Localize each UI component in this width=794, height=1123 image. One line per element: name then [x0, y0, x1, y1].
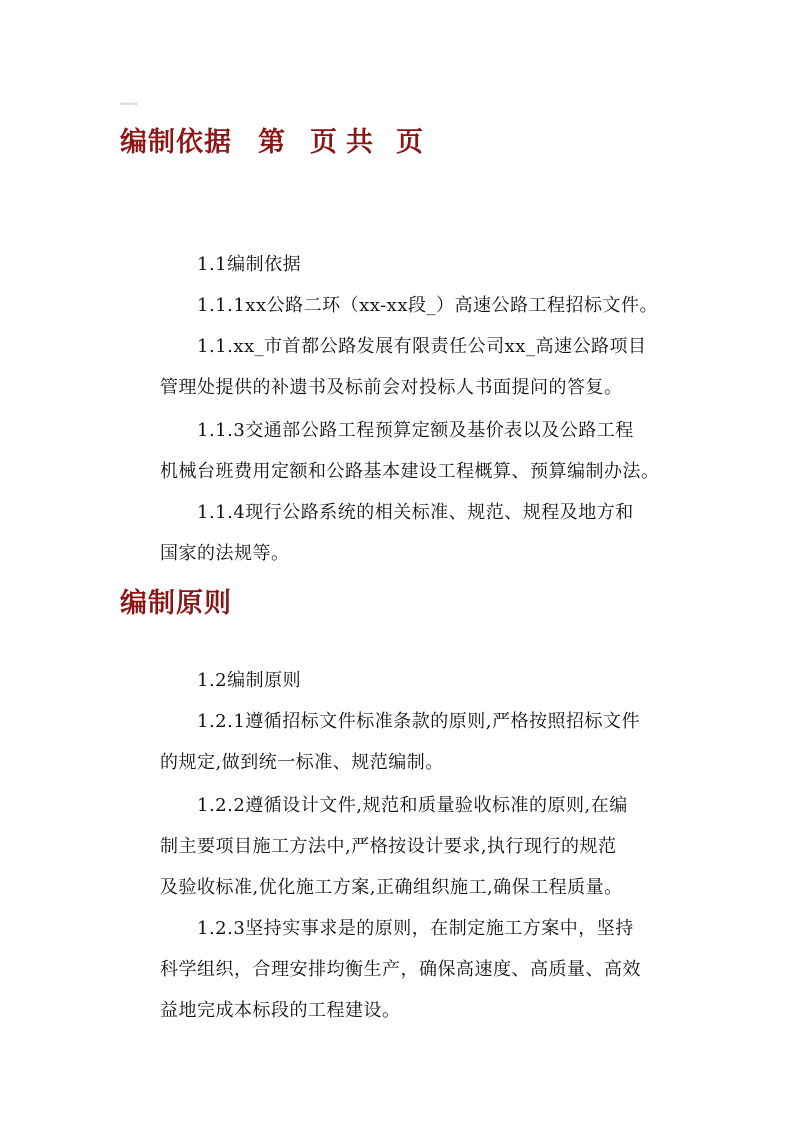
- section2-item3-line1: 1.2.3坚持实事求是的原则，在制定施工方案中，坚持: [197, 918, 634, 939]
- section1-item4-line2: 国家的法规等。: [160, 543, 290, 564]
- header-mark: xx-xx-xx: [120, 101, 138, 106]
- section2-item2-line1: 1.2.2遵循设计文件,规范和质量验收标准的原则,在编: [197, 795, 628, 816]
- section1-item4-line1: 1.1.4现行公路系统的相关标准、规范、规程及地方和: [197, 502, 634, 523]
- section2-item2-line2: 制主要项目施工方法中,严格按设计要求,执行现行的规范: [160, 836, 617, 857]
- title-total-unit: 页: [396, 127, 424, 158]
- section1-item1: 1.1.1xx公路二环（xx-xx段_）高速公路工程招标文件。: [197, 295, 658, 316]
- section1-item3-line2: 机械台班费用定额和公路基本建设工程概算、预算编制办法。: [160, 461, 660, 482]
- section2-item1-line1: 1.2.1遵循招标文件标准条款的原则,严格按照招标文件: [197, 711, 641, 732]
- section1-item2-line1: 1.1.xx_市首都公路发展有限责任公司xx_高速公路项目: [197, 336, 647, 357]
- title-page-unit: 页: [310, 127, 338, 158]
- title-main: 编制依据: [120, 127, 232, 158]
- section2-item3-line3: 益地完成本标段的工程建设。: [160, 1000, 401, 1021]
- page-title: [120, 120, 424, 159]
- title-page-label: 第: [258, 127, 286, 158]
- section1-heading: 1.1编制依据: [197, 254, 302, 275]
- section1-item3-line1: 1.1.3交通部公路工程预算定额及基价表以及公路工程: [197, 420, 634, 441]
- section1-item2-line2: 管理处提供的补遗书及标前会对投标人书面提问的答复。: [160, 377, 623, 398]
- section2-title: 编制原则: [120, 588, 232, 619]
- section2-item1-line2: 的规定,做到统一标准、规范编制。: [160, 752, 444, 773]
- section2-heading: 1.2编制原则: [197, 670, 302, 691]
- title-total-label: 共: [346, 127, 374, 158]
- section2-item2-line3: 及验收标准,优化施工方案,正确组织施工,确保工程质量。: [160, 877, 623, 898]
- section2-item3-line2: 科学组织，合理安排均衡生产，确保高速度、高质量、高效: [160, 959, 641, 980]
